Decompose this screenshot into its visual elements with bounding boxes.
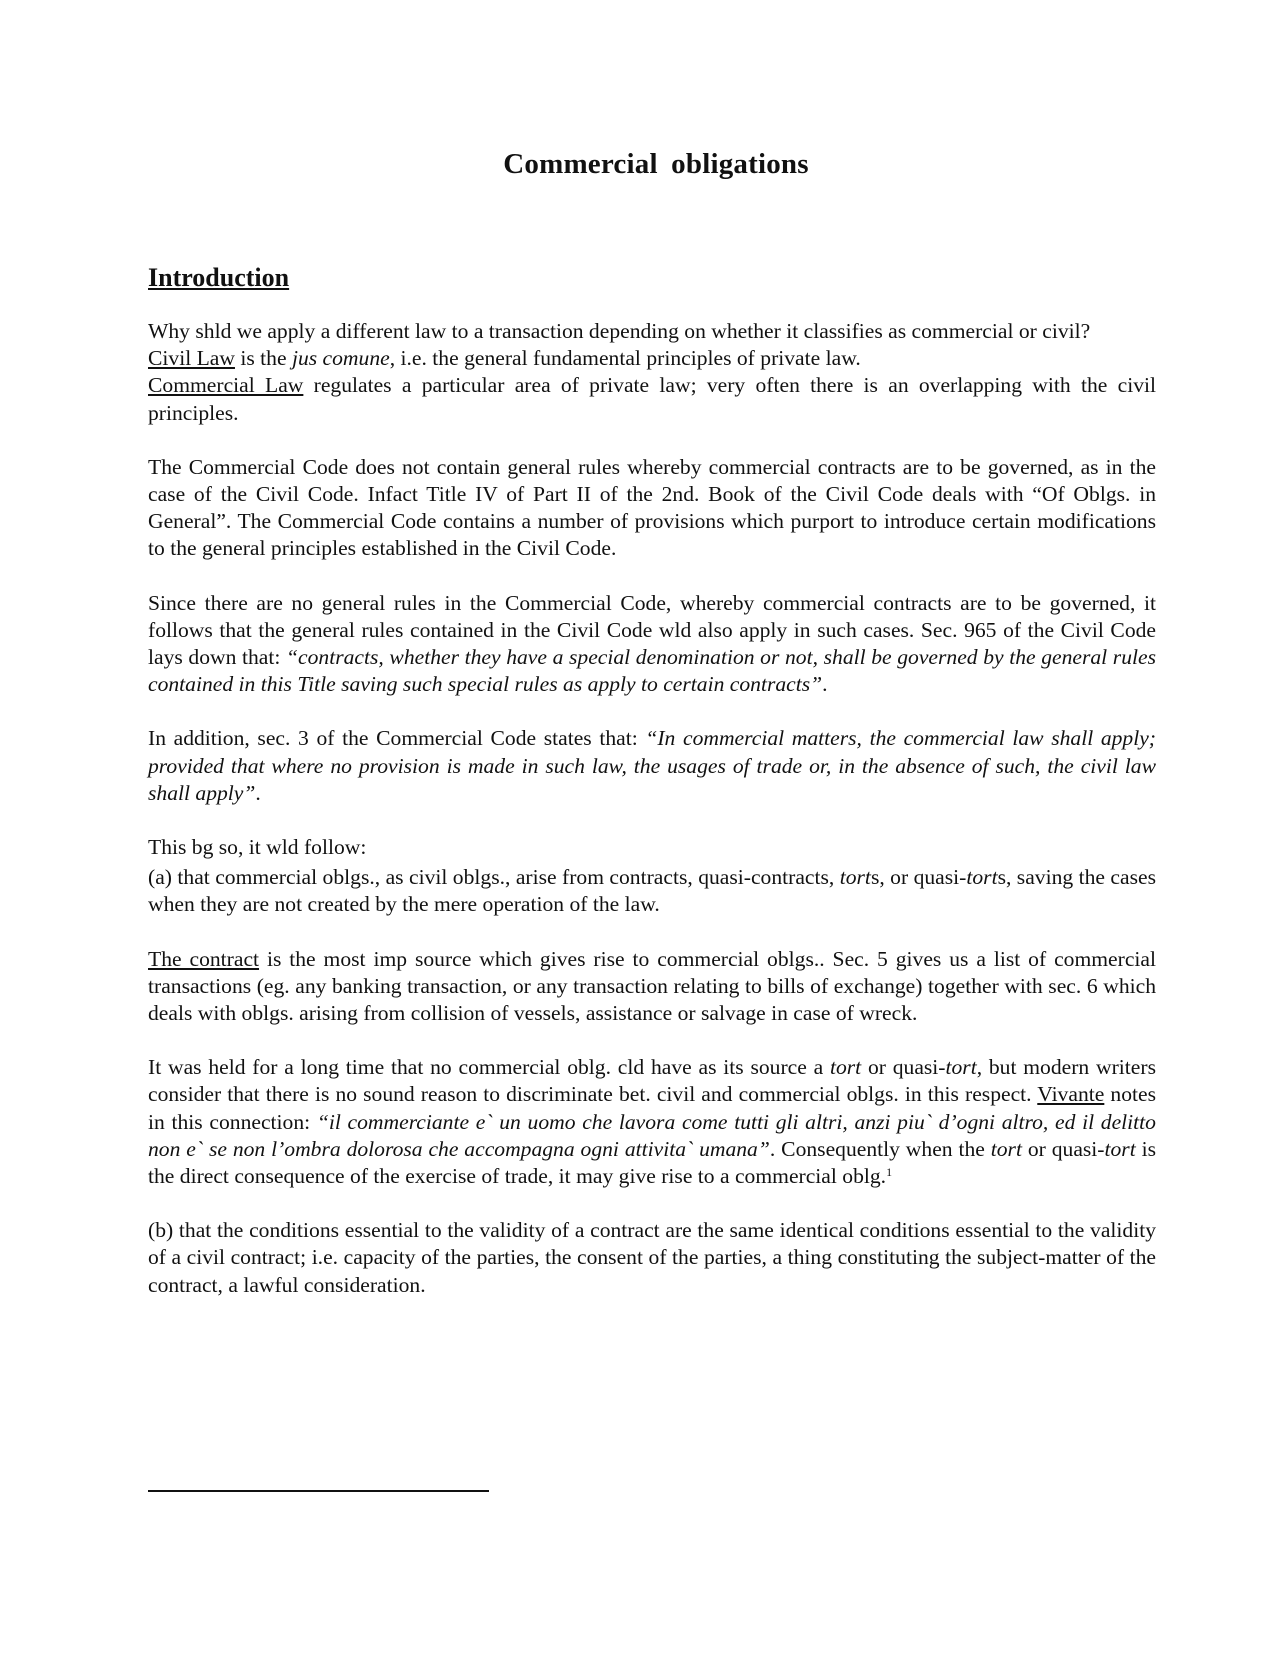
section-heading: Introduction [148, 263, 290, 292]
paragraph-gap [148, 919, 1156, 946]
paragraph-gap [148, 427, 1156, 454]
paragraph-tort [148, 1054, 1156, 1190]
term-civil-law: Civil Law [148, 346, 235, 371]
italic-tort: tort [945, 1055, 977, 1080]
text-span: is the direct consequence of the exercise of trade, it may give rise to a commercial oblg. [148, 1136, 1156, 1189]
paragraph-gap [148, 698, 1156, 725]
text-span: regulates a particular area of private law; very often there is an overlapping with the civil principles. [148, 373, 1156, 425]
paragraph-point-a [148, 864, 1156, 918]
text-span: In addition, sec. 3 of the Commercial Code states that: [148, 726, 646, 751]
paragraph-civil-law [148, 345, 1156, 372]
paragraph-follow: This bg so, it wld follow: [148, 835, 367, 860]
text-span: s, or quasi- [870, 865, 967, 890]
paragraph-sec-3 [148, 725, 1156, 807]
text-span: , i.e. the general fundamental principles of private law. [389, 346, 861, 371]
text-span: . [255, 780, 261, 805]
paragraph-commercial-law [148, 372, 1156, 426]
paragraph-sec-965 [148, 590, 1156, 699]
term-the-contract: The contract [148, 946, 260, 971]
text-span: notes in this connection: [148, 1082, 1156, 1134]
quote-sec-3: “In commercial matters, the commercial law shall apply; provided that where no provision is made in such law, the usages of trade or, in the absence of such, the civil law shall apply” [148, 726, 1156, 805]
paragraph-gap [148, 1027, 1156, 1054]
text-span: Since there are no general rules in the Commercial Code, whereby commercial contracts are to be governed, it follows that the general rules contained in the Civil Code wld also apply in such cases. Sec. 965 of the Civil Code lays down that: [148, 590, 1156, 670]
paragraph-contract [148, 946, 1156, 1028]
italic-tort: tort [839, 865, 871, 890]
footnote-divider [148, 1490, 489, 1492]
paragraph-point-b: (b) that the conditions essential to the validity of a contract are the same identical conditions essential to the validity of a civil contract; i.e. capacity of the parties, the consent of the parties, a thing constituting the subject-matter of the contract, a lawful consideration. [148, 1218, 1156, 1297]
page-title: Commercial obligations [503, 148, 809, 180]
paragraph-question: Why shld we apply a different law to a transaction depending on whether it classifies as commercial or civil? [148, 319, 1091, 343]
text-span: , but modern writers consider that there is no sound reason to discriminate bet. civil and commercial oblgs. in this respect. [148, 1055, 1156, 1107]
italic-tort: tort [829, 1055, 862, 1080]
author-vivante: Vivante [1037, 1082, 1105, 1107]
italic-jus-comune: jus comune [291, 346, 390, 371]
text-span: . Consequently when the [769, 1136, 991, 1161]
text-span: (a) that commercial oblgs., as civil oblgs., arise from contracts, quasi-contracts, [148, 865, 840, 890]
italic-tort: tort [1104, 1136, 1136, 1161]
quote-sec-965: “contracts, whether they have a special denomination or not, shall be governed by the general rules contained in this Title saving such special rules as apply to certain contracts” [148, 645, 1156, 697]
paragraph-gap [148, 563, 1156, 590]
text-span: s, saving the cases when they are not created by the mere operation of the law. [148, 865, 1156, 917]
quote-vivante: “il commerciante e` un uomo che lavora come tutti gli altri, anzi piu` d’ogni altro, ed il delitto non e` se non l’ombra dolorosa che accompagna ogni attivita` umana” [148, 1109, 1156, 1161]
italic-tort: tort [966, 865, 998, 890]
italic-tort: tort [990, 1136, 1022, 1161]
term-commercial-law: Commercial Law [148, 373, 304, 398]
text-span: is the most imp source which gives rise to commercial oblgs.. Sec. 5 gives us a list of commercial transactions (eg. any banking transaction, or any transaction relating to bills of exchange) together with sec. 6 which deals with oblgs. arising from collision of vessels, assistance or salvage in case of wreck. [148, 946, 1156, 1026]
text-span: It was held for a long time that no commercial oblg. cld have as its source a [148, 1055, 830, 1080]
text-span: is the [234, 346, 292, 371]
paragraph-commercial-code: The Commercial Code does not contain general rules whereby commercial contracts are to be governed, as in the case of the Civil Code. Infact Title IV of Part II of the 2nd. Book of the Civil Code deals with “Of Oblgs. in General”. The Commercial Code contains a number of provisions which purport to introduce certain modifications to the general principles established in the Civil Code. [148, 454, 1156, 561]
text-span: . [822, 672, 828, 697]
text-span: or quasi- [1021, 1136, 1105, 1161]
paragraph-gap [148, 1190, 1156, 1217]
document-body [148, 262, 1156, 1299]
text-span: or quasi- [861, 1055, 946, 1080]
paragraph-gap [148, 807, 1156, 834]
footnote-ref[interactable]: 1 [886, 1165, 893, 1180]
